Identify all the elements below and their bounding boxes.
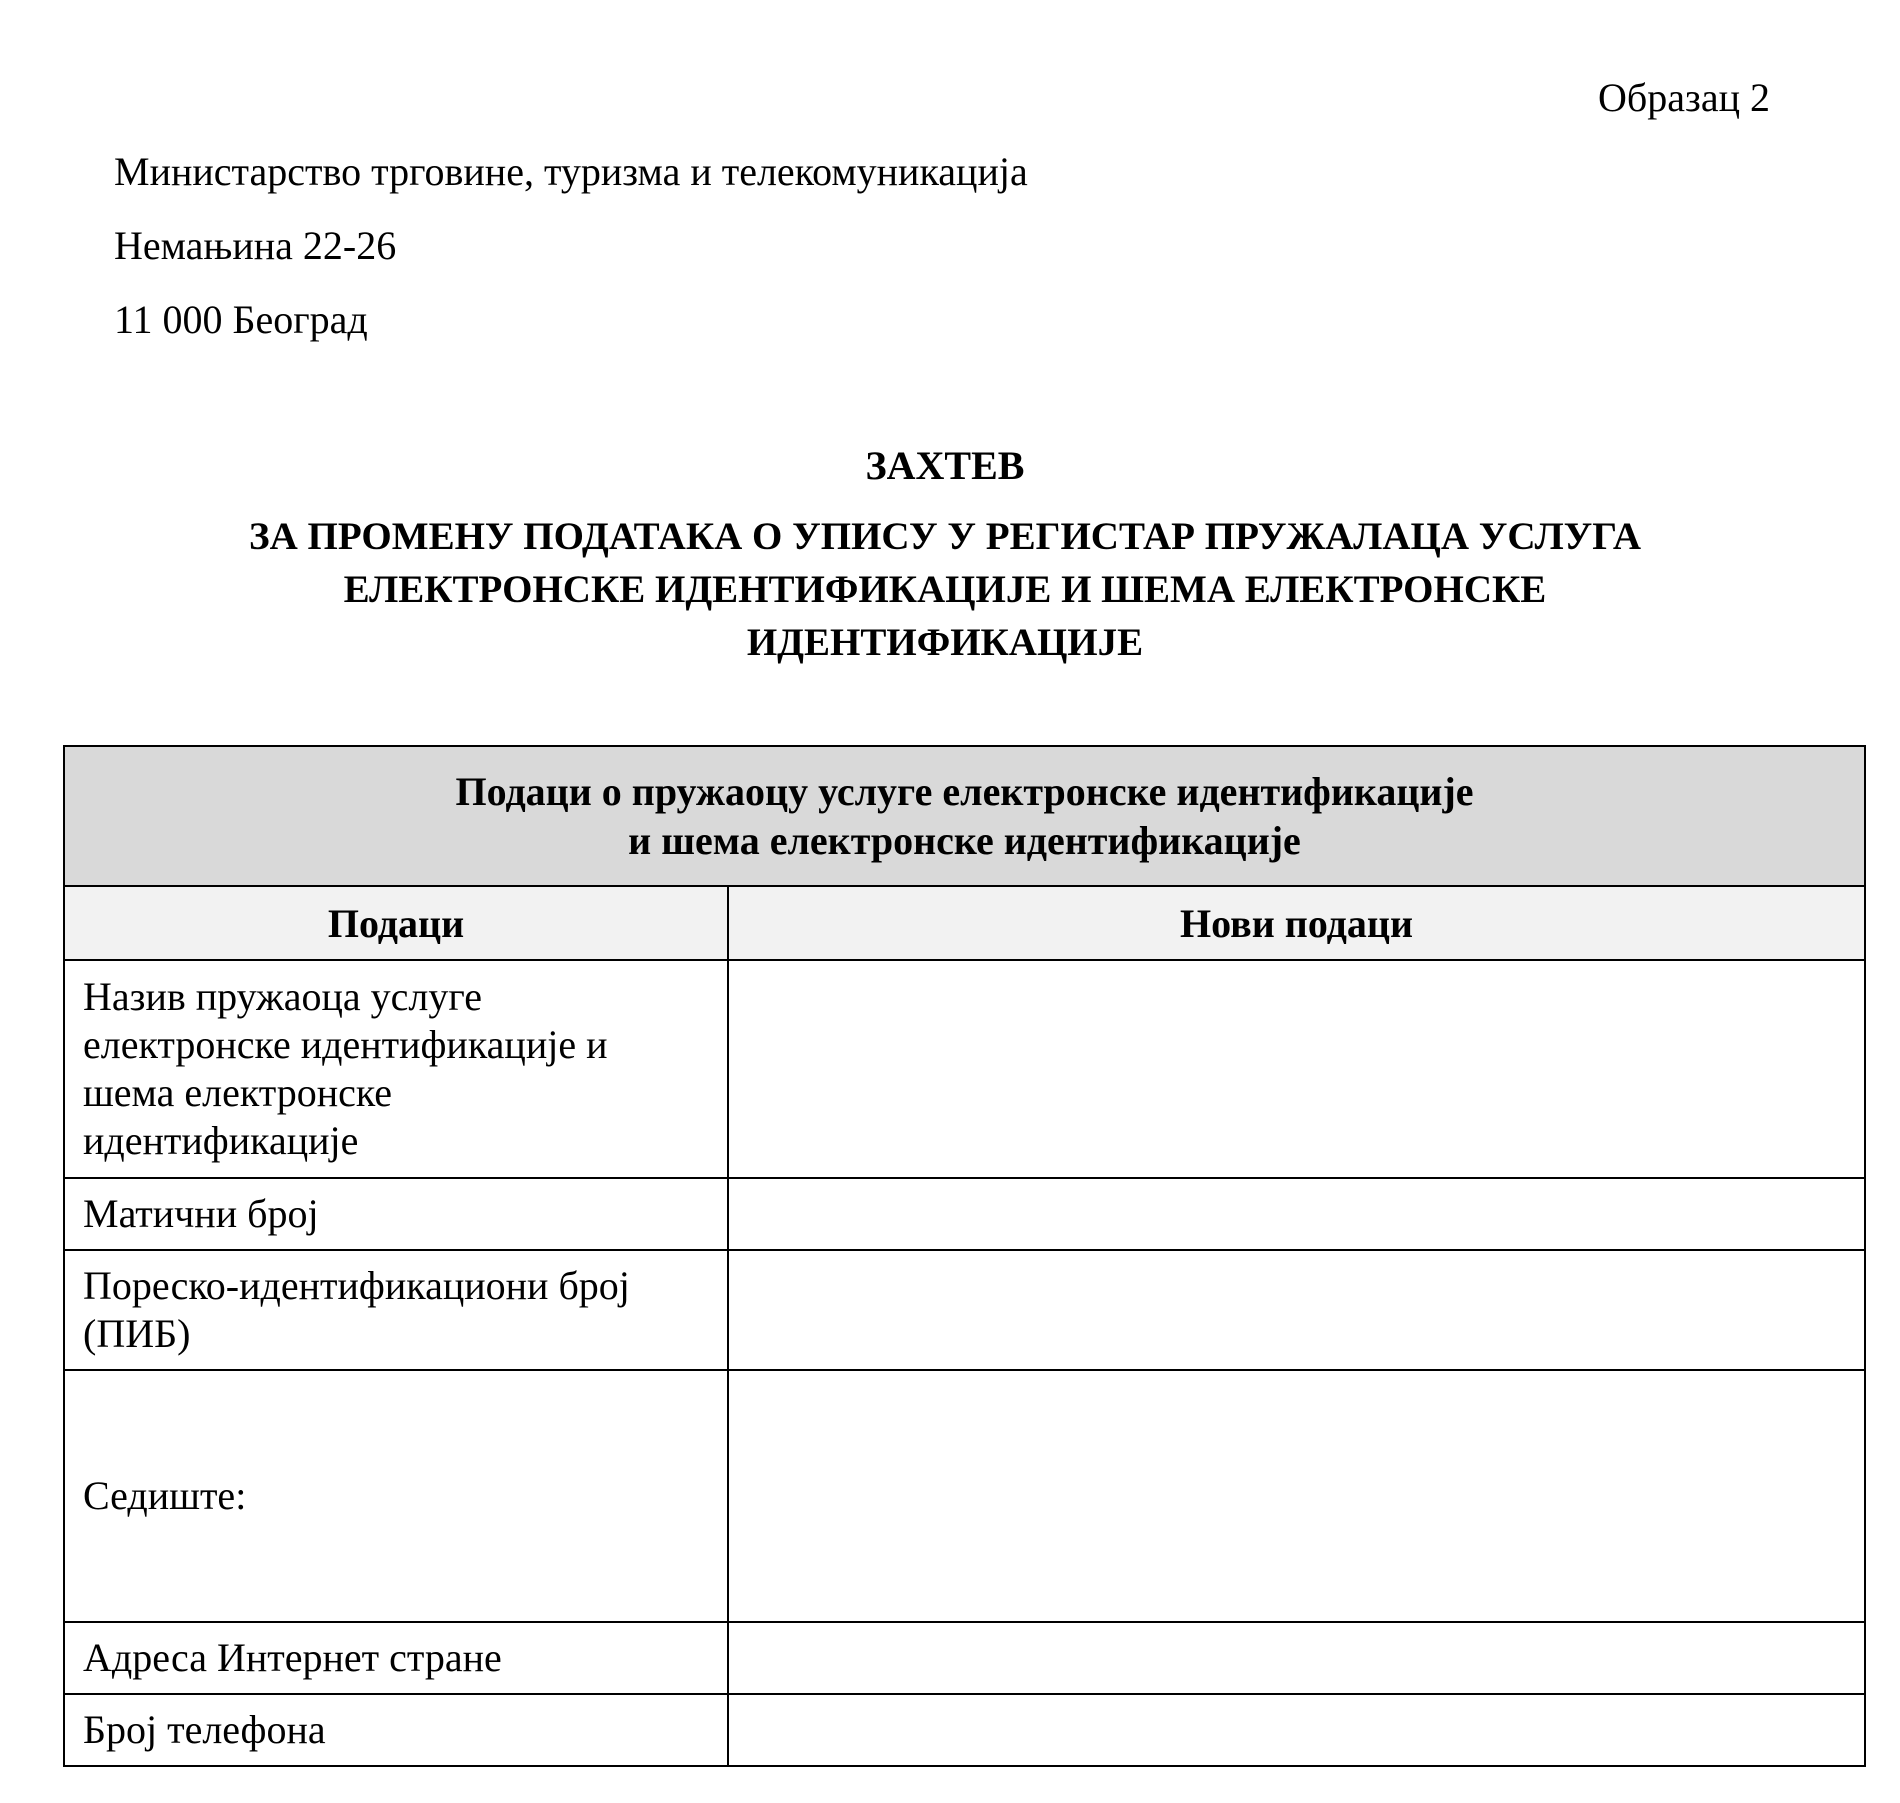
label-line: идентификације — [83, 1118, 359, 1163]
recipient-city: 11 000 Београд — [114, 297, 368, 342]
label-line: Број телефона — [83, 1707, 326, 1752]
section-header-line: Подаци о пружаоцу услуге електронске идентификације — [455, 769, 1474, 814]
row-label-phone — [64, 1694, 728, 1766]
section-header-row — [64, 746, 1865, 886]
document-title: ЗАХТЕВ — [865, 443, 1025, 488]
subtitle-line: ЗА ПРОМЕНУ ПОДАТАКА О УПИСУ У РЕГИСТАР ПРУЖАЛАЦА УСЛУГА — [249, 515, 1641, 558]
table-row — [64, 960, 1865, 1178]
table-row — [64, 1694, 1865, 1766]
table-row — [64, 1622, 1865, 1694]
column-header-data: Подаци — [64, 886, 728, 960]
row-label-provider-name — [64, 960, 728, 1178]
subtitle-line: ИДЕНТИФИКАЦИЈЕ — [746, 621, 1144, 664]
row-label-website — [64, 1622, 728, 1694]
column-header-row — [64, 886, 1865, 960]
table-row — [64, 1370, 1865, 1622]
label-line: Назив пружаоца услуге — [83, 974, 482, 1019]
value-cell-seat[interactable] — [728, 1370, 1865, 1622]
recipient-address — [114, 148, 1028, 370]
label-line: (ПИБ) — [83, 1311, 191, 1356]
value-cell-tax-id[interactable] — [728, 1250, 1865, 1370]
recipient-ministry: Министарство трговине, туризма и телекомуникација — [114, 149, 1028, 194]
table-row — [64, 1250, 1865, 1370]
row-label-registration-number — [64, 1178, 728, 1250]
label-line: електронске идентификације и — [83, 1022, 608, 1067]
document-subtitle — [0, 510, 1890, 669]
label-line: Пореско-идентификациони број — [83, 1263, 630, 1308]
label-line: Адреса Интернет стране — [83, 1635, 502, 1680]
section-header — [64, 746, 1865, 886]
value-cell-registration-number[interactable] — [728, 1178, 1865, 1250]
label-line: Седиште: — [83, 1473, 247, 1518]
form-number: Образац 2 — [1598, 75, 1770, 120]
row-label-seat — [64, 1370, 728, 1622]
value-cell-provider-name[interactable] — [728, 960, 1865, 1178]
row-label-tax-id — [64, 1250, 728, 1370]
value-cell-website[interactable] — [728, 1622, 1865, 1694]
recipient-street: Немањина 22-26 — [114, 223, 397, 268]
value-cell-phone[interactable] — [728, 1694, 1865, 1766]
document-heading — [0, 440, 1890, 669]
section-header-line: и шема електронске идентификације — [628, 818, 1301, 863]
column-header-new-data: Нови подаци — [728, 886, 1865, 960]
label-line: Матични број — [83, 1191, 319, 1236]
label-line: шема електронске — [83, 1070, 393, 1115]
data-change-table — [63, 745, 1866, 1767]
table-row — [64, 1178, 1865, 1250]
subtitle-line: ЕЛЕКТРОНСКЕ ИДЕНТИФИКАЦИЈЕ И ШЕМА ЕЛЕКТРОНСКЕ — [343, 568, 1547, 611]
